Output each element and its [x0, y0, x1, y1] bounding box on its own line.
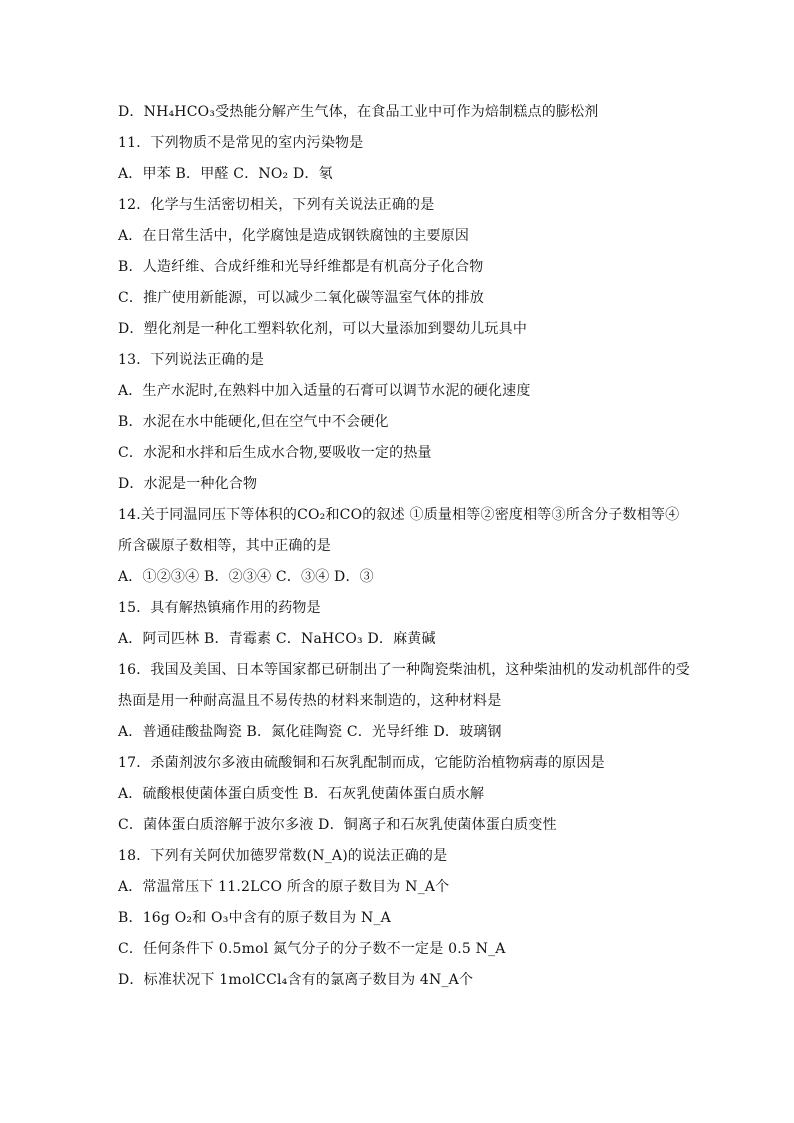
option-12-d: D．塑化剂是一种化工塑料软化剂，可以大量添加到婴幼儿玩具中 [118, 321, 528, 337]
option-12-b: B．人造纤维、合成纤维和光导纤维都是有机高分子化合物 [118, 259, 484, 275]
question-11-options: A．甲苯 B．甲醛 C．NO₂ D．氡 [118, 166, 333, 182]
question-list [118, 100, 691, 999]
question-17-options-cd: C．菌体蛋白质溶解于波尔多液 D．铜离子和石灰乳使菌体蛋白质变性 [118, 817, 557, 833]
question-14-options: A．①②③④ B．②③④ C．③④ D．③ [118, 569, 374, 585]
option-13-c: C．水泥和水拌和后生成水合物,要吸收一定的热量 [118, 445, 432, 461]
question-12-stem: 12．化学与生活密切相关，下列有关说法正确的是 [118, 197, 435, 213]
option-12-a: A．在日常生活中，化学腐蚀是造成钢铁腐蚀的主要原因 [118, 228, 470, 244]
question-16-stem-cont: 热面是用一种耐高温且不易传热的材料来制造的，这种材料是 [118, 693, 502, 709]
question-15-stem: 15．具有解热镇痛作用的药物是 [118, 600, 321, 616]
question-17-options-ab: A．硫酸根使菌体蛋白质变性 B．石灰乳使菌体蛋白质水解 [118, 786, 485, 802]
option-10-d: D．NH₄HCO₃受热能分解产生气体，在食品工业中可作为焙制糕点的膨松剂 [118, 104, 599, 120]
question-16-stem: 16．我国及美国、日本等国家都已研制出了一种陶瓷柴油机，这种柴油机的发动机部件的受 [118, 662, 691, 678]
option-12-c: C．推广使用新能源，可以减少二氧化碳等温室气体的排放 [118, 290, 484, 306]
option-13-b: B．水泥在水中能硬化,但在空气中不会硬化 [118, 414, 389, 430]
question-14-stem: 14.关于同温同压下等体积的CO₂和CO的叙述 ①质量相等②密度相等③所含分子数相等④ [118, 507, 680, 523]
option-13-d: D．水泥是一种化合物 [118, 476, 258, 492]
option-18-d: D．标准状况下 1molCCl₄含有的氯离子数目为 4N_A个 [118, 972, 474, 988]
question-18-stem: 18．下列有关阿伏加德罗常数(N_A)的说法正确的是 [118, 848, 448, 864]
question-17-stem: 17．杀菌剂波尔多液由硫酸铜和石灰乳配制而成，它能防治植物病毒的原因是 [118, 755, 605, 771]
option-18-a: A．常温常压下 11.2LCO 所含的原子数目为 N_A个 [118, 879, 450, 895]
option-18-c: C．任何条件下 0.5mol 氮气分子的分子数不一定是 0.5 N_A [118, 941, 506, 957]
option-13-a: A．生产水泥时,在熟料中加入适量的石膏可以调节水泥的硬化速度 [118, 383, 531, 399]
question-15-options: A．阿司匹林 B．青霉素 C．NaHCO₃ D．麻黄碱 [118, 631, 436, 647]
question-11-stem: 11．下列物质不是常见的室内污染物是 [118, 135, 364, 151]
question-16-options: A．普通硅酸盐陶瓷 B．氮化硅陶瓷 C．光导纤维 D．玻璃钢 [118, 724, 502, 740]
question-14-stem-cont: 所含碳原子数相等，其中正确的是 [118, 538, 331, 554]
option-18-b: B．16g O₂和 O₃中含有的原子数目为 N_A [118, 910, 391, 926]
question-13-stem: 13．下列说法正确的是 [118, 352, 265, 368]
